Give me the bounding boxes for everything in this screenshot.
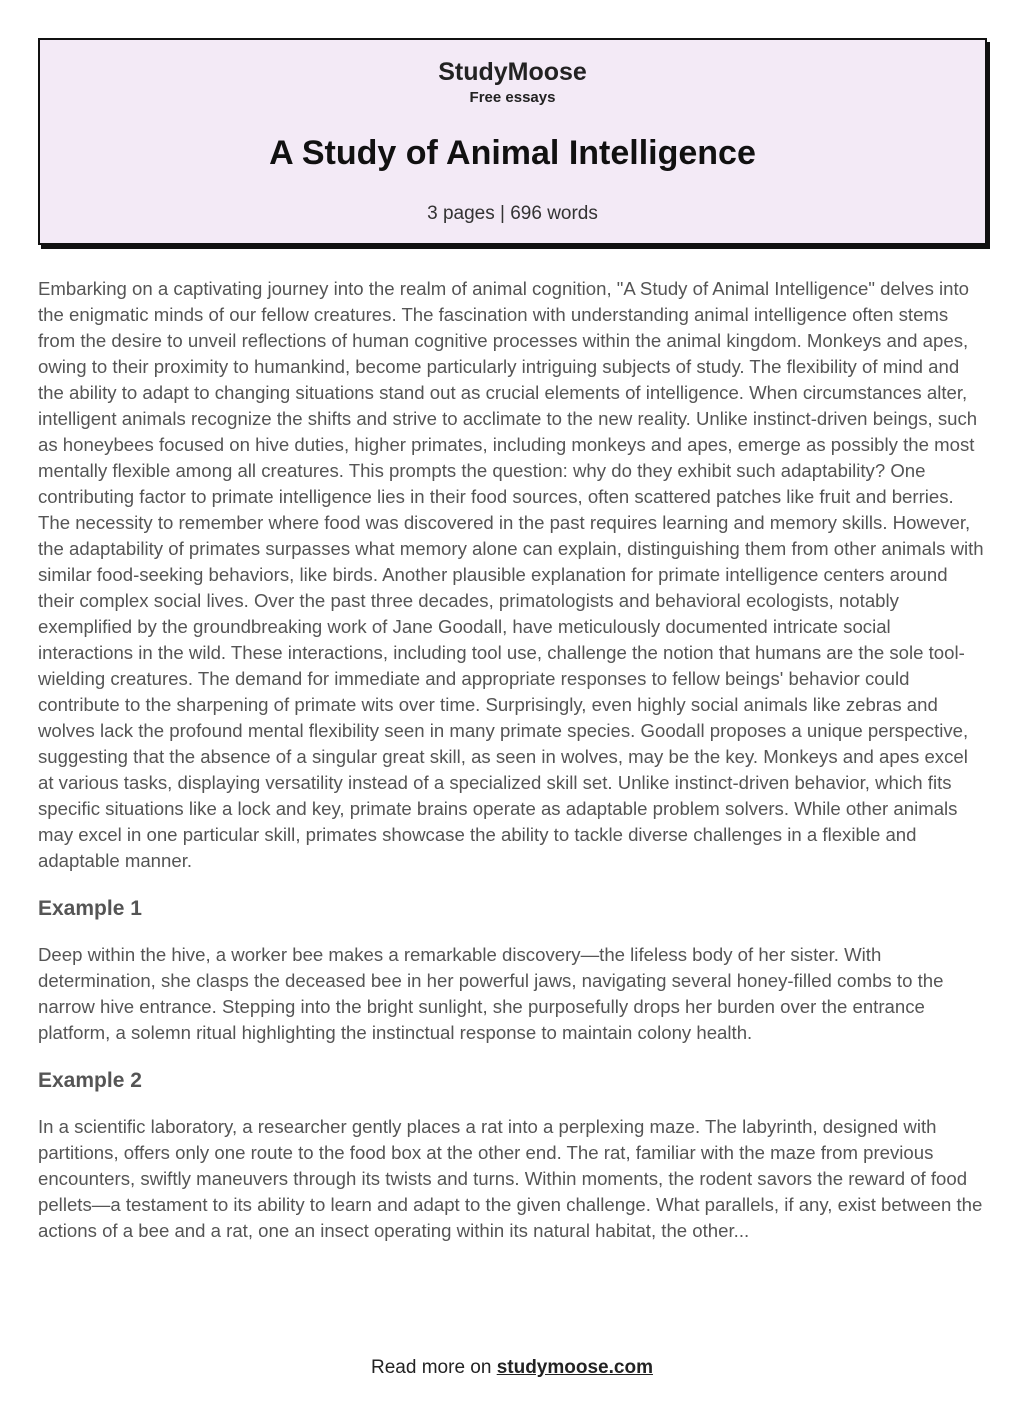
essay-header [38,38,987,245]
page-title: A Study of Animal Intelligence [269,134,756,172]
essay-body [38,276,988,1266]
example-2-heading: Example 2 [38,1069,142,1092]
studymoose-link[interactable]: studymoose.com [496,1357,653,1378]
example-2-paragraph: In a scientific laboratory, a researcher gently places a rat into a perplexing maze. The labyrinth, designed with partitions, offers only one route to the food box at the other end. The rat, familiar with the maze from previous encounters, swiftly maneuvers through its twists and turns. Within moments, the rodent savors the reward of food pellets—a testament to its ability to learn and adapt to the given challenge. What parallels, if any, exist between the actions of a bee and a rat, one an insect operating within its natural habitat, the other... [38,1116,983,1241]
brand-tagline: Free essays [469,89,556,106]
read-more [0,1357,1024,1379]
essay-meta: 3 pages | 696 words [427,203,598,224]
read-more-label: Read more on [371,1357,497,1378]
brand-logo: StudyMoose [438,58,587,86]
example-1-heading: Example 1 [38,897,142,920]
example-1-paragraph: Deep within the hive, a worker bee makes a remarkable discovery—the lifeless body of her sister. With determination, she clasps the deceased bee in her powerful jaws, navigating several honey-filled combs to the narrow hive entrance. Stepping into the bright sunlight, she purposefully drops her burden over the entrance platform, a solemn ritual highlighting the instinctual response to maintain colony health. [38,944,944,1043]
intro-paragraph: Embarking on a captivating journey into the realm of animal cognition, "A Study of Animal Intelligence" delves into the enigmatic minds of our fellow creatures. The fascination with understanding animal intelligence often stems from the desire to unveil reflections of human cognitive processes within the animal kingdom. Monkeys and apes, owing to their proximity to humankind, become particularly intriguing subjects of study. The flexibility of mind and the ability to adapt to changing situations stand out as crucial elements of intelligence. When circumstances alter, intelligent animals recognize the shifts and strive to acclimate to the new reality. Unlike instinct-driven beings, such as honeybees focused on hive duties, higher primates, including monkeys and apes, emerge as possibly the most mentally flexible among all creatures. This prompts the question: why do they exhibit such adaptability? One contributing factor to primate intelligence lies in their food sources, often scattered patches like fruit and berries. The necessity to remember where food was discovered in the past requires learning and memory skills. However, the adaptability of primates surpasses what memory alone can explain, distinguishing them from other animals with similar food-seeking behaviors, like birds. Another plausible explanation for primate intelligence centers around their complex social lives. Over the past three decades, primatologists and behavioral ecologists, notably exemplified by the groundbreaking work of Jane Goodall, have meticulously documented intricate social interactions in the wild. These interactions, including tool use, challenge the notion that humans are the sole tool-wielding creatures. The demand for immediate and appropriate responses to fellow beings' behavior could contribute to the sharpening of primate wits over time. Surprisingly, even highly social animals like zebras and wolves lack the profound mental flexibility seen in many primate species. Goodall proposes a unique perspective, suggesting that the absence of a singular great skill, as seen in wolves, may be the key. Monkeys and apes excel at various tasks, displaying versatility instead of a specialized skill set. Unlike instinct-driven behavior, which fits specific situations like a lock and key, primate brains operate as adaptable problem solvers. While other animals may excel in one particular skill, primates showcase the ability to tackle diverse challenges in a flexible and adaptable manner. [38,278,984,871]
